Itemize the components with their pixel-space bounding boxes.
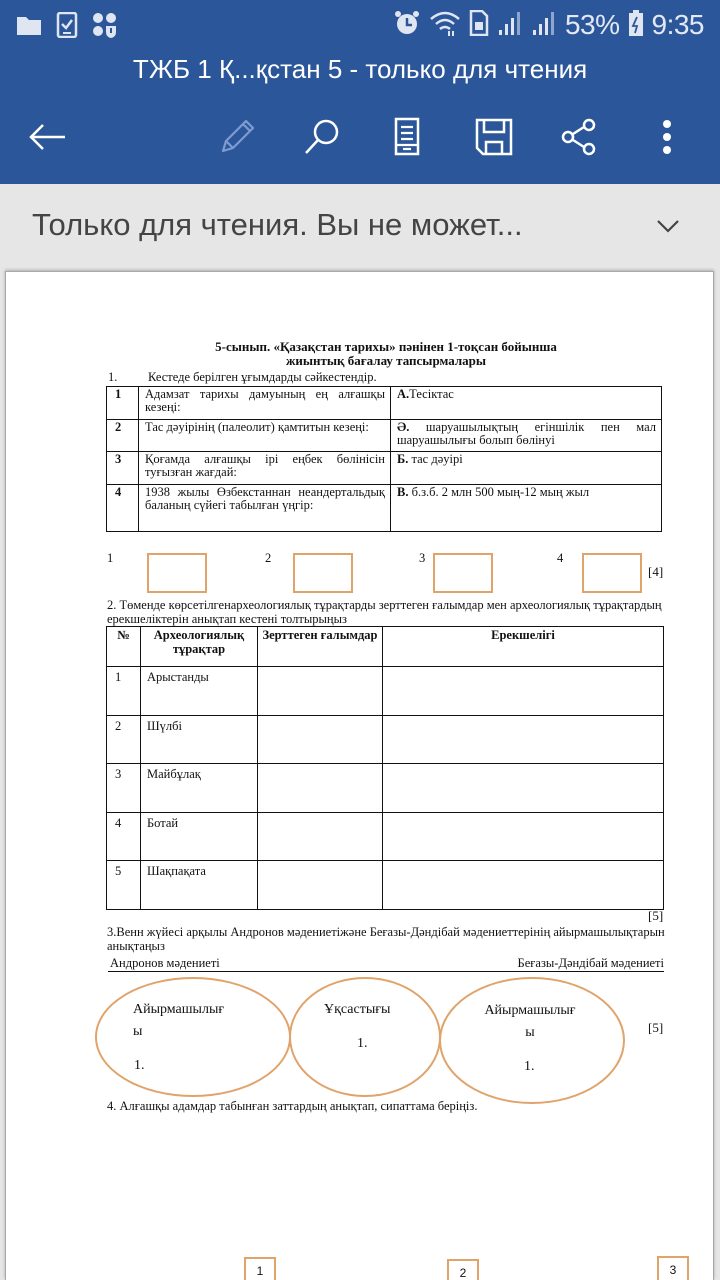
site-cell: Шақпақата	[141, 861, 258, 910]
venn-left-title-line2: ы	[133, 1024, 143, 1039]
arrow-left-icon	[27, 122, 67, 157]
option-text: тас дәуірі	[408, 452, 463, 466]
venn-middle-title: Ұқсастығы	[324, 1002, 391, 1017]
row-number: 3	[107, 452, 139, 485]
venn-left-title-line1: Айырмашылығ	[133, 1002, 225, 1017]
column-header: Археологиялық тұрақтар	[141, 627, 258, 667]
save-button[interactable]	[467, 112, 521, 166]
status-bar	[0, 0, 720, 50]
answer-label: 2	[265, 551, 272, 565]
table-row	[107, 387, 662, 420]
heading-line-1: 5-сынып. «Қазақстан тарихы» пәнінен 1-тоқсан бойынша	[215, 339, 557, 354]
battery-percentage: 53%	[564, 9, 620, 40]
document-heading	[106, 340, 666, 368]
venn-left-title	[133, 1002, 224, 1040]
chevron-down-icon	[656, 218, 680, 239]
search-button[interactable]	[295, 112, 349, 166]
pencil-icon	[217, 117, 257, 162]
wifi-icon	[429, 9, 461, 42]
venn-right-title	[475, 1003, 585, 1041]
row-number: 5	[107, 861, 141, 910]
scientists-cell[interactable]	[258, 764, 383, 813]
row-number: 3	[107, 764, 141, 813]
bottom-box-1: 1	[244, 1257, 276, 1280]
scientists-cell[interactable]	[258, 812, 383, 861]
answer-option-cell	[391, 420, 662, 452]
read-only-banner[interactable]	[0, 184, 720, 270]
option-letter: Б.	[397, 452, 409, 466]
score-mark: [5]	[648, 908, 664, 923]
table-row	[107, 420, 662, 452]
question-3-text: 3.Венн жүйесі арқылы Андронов мәдениетіжәне Беғазы-Дәндібай мәдениеттерінің айырмашылықтарын анықтаңыз	[107, 925, 665, 953]
concept-cell: 1938 жылы Өзбекстаннан неандертальдық баланың сүйегі табылған үңгір:	[139, 485, 391, 532]
venn-right-item: 1.	[524, 1059, 535, 1074]
option-text: Тесіктас	[409, 387, 454, 401]
mobile-view-button[interactable]	[380, 112, 434, 166]
answer-box-3[interactable]	[433, 553, 493, 593]
signal-icon	[497, 10, 523, 41]
apps-shield-icon	[92, 12, 118, 43]
row-number: 1	[107, 387, 139, 420]
save-icon	[474, 117, 514, 162]
concept-cell: Қоғамда алғашқы ірі еңбек бөлінісін туғызған жағдай:	[139, 452, 391, 485]
row-number: 2	[107, 715, 141, 764]
option-letter: Ә.	[397, 420, 410, 434]
more-vertical-icon	[661, 119, 673, 160]
clock: 9:35	[651, 9, 704, 40]
option-text: шаруашылықтың егіншілік пен мал шаруашылығы болып бөлінуі	[397, 420, 656, 447]
alarm-icon	[393, 9, 421, 42]
share-button[interactable]	[552, 112, 606, 166]
table-row	[107, 485, 662, 532]
question-2-text: 2. Төменде көрсетілгенархеологиялық тұрақтарды зерттеген ғалымдар мен археологиялық тұрақтардың ерекшеліктерін анықтап кестені толтырыңыз	[107, 598, 662, 626]
edit-button[interactable]	[210, 112, 264, 166]
sim-icon	[469, 10, 489, 41]
answer-option-cell	[391, 452, 662, 485]
concept-cell: Тас дәуірінің (палеолит) қамтитын кезеңі:	[139, 420, 391, 452]
scientists-cell[interactable]	[258, 861, 383, 910]
question-4-text: 4. Алғашқы адамдар табынған заттардың анықтап, сипаттама беріңіз.	[107, 1099, 478, 1113]
row-number: 4	[107, 485, 139, 532]
document-title: ТЖБ 1 Қ...қстан 5 - только для чтения	[132, 54, 588, 84]
left-culture-label: Андронов мәдениеті	[110, 956, 220, 970]
battery-charging-icon	[628, 9, 644, 42]
option-letter: А.	[397, 387, 410, 401]
venn-right-title-line2: ы	[525, 1025, 535, 1040]
scientists-cell[interactable]	[258, 715, 383, 764]
row-number: 2	[107, 420, 139, 452]
table-header-row	[107, 627, 664, 667]
more-options-button[interactable]	[640, 112, 694, 166]
feature-cell[interactable]	[383, 812, 664, 861]
bottom-box-2: 2	[447, 1259, 479, 1280]
venn-right-title-line1: Айырмашылығ	[484, 1003, 576, 1018]
toolbar	[0, 94, 720, 184]
site-cell: Ботай	[141, 812, 258, 861]
venn-left-item: 1.	[134, 1058, 145, 1073]
title-bar	[0, 50, 720, 94]
table-row	[107, 861, 664, 910]
venn-header	[108, 957, 664, 972]
site-cell: Арыстанды	[141, 667, 258, 716]
document-page[interactable]	[5, 271, 714, 1280]
bottom-box-3: 3	[657, 1256, 689, 1280]
answer-label: 3	[419, 551, 426, 565]
archaeology-table	[106, 626, 664, 910]
answer-box-2[interactable]	[293, 553, 353, 593]
column-header: №	[107, 627, 141, 667]
answer-label: 4	[557, 551, 564, 565]
feature-cell[interactable]	[383, 861, 664, 910]
feature-cell[interactable]	[383, 764, 664, 813]
question-1-text: Кестеде берілген ұғымдарды сәйкестендір.	[148, 370, 377, 384]
question-1-prompt	[108, 371, 377, 384]
back-button[interactable]	[20, 112, 74, 166]
answer-boxes-row	[6, 552, 714, 602]
question-1-number: 1.	[108, 370, 118, 384]
answer-option-cell	[391, 387, 662, 420]
feature-cell[interactable]	[383, 715, 664, 764]
table-row	[107, 452, 662, 485]
score-mark: [4]	[648, 564, 664, 579]
row-number: 1	[107, 667, 141, 716]
table-row	[107, 667, 664, 716]
mobile-view-icon	[392, 117, 422, 162]
row-number: 4	[107, 812, 141, 861]
site-cell: Шүлбі	[141, 715, 258, 764]
score-mark: [5]	[648, 1020, 664, 1035]
share-icon	[559, 117, 599, 162]
signal-icon-2	[531, 10, 557, 41]
folder-icon	[16, 14, 42, 41]
document-content	[6, 272, 714, 1280]
table-row	[107, 764, 664, 813]
banner-message: Только для чтения. Вы не может...	[32, 207, 523, 242]
answer-label: 1	[107, 551, 114, 565]
concept-cell: Адамзат тарихы дамуының ең алғашқы кезеңі:	[139, 387, 391, 420]
site-cell: Майбұлақ	[141, 764, 258, 813]
answer-box-1[interactable]	[147, 553, 207, 593]
answer-option-cell	[391, 485, 662, 532]
clipboard-check-icon	[56, 12, 78, 43]
option-letter: В.	[397, 485, 409, 499]
column-header: Зерттеген ғалымдар	[258, 627, 383, 667]
feature-cell[interactable]	[383, 667, 664, 716]
banner-expand-button[interactable]	[652, 212, 684, 244]
option-text: б.з.б. 2 млн 500 мың-12 мың жыл	[408, 485, 590, 499]
right-culture-label: Беғазы-Дәндібай мәдениеті	[517, 956, 664, 970]
table-row	[107, 715, 664, 764]
table-row	[107, 812, 664, 861]
matching-table	[106, 386, 662, 532]
answer-box-4[interactable]	[582, 553, 642, 593]
column-header: Ерекшелігі	[383, 627, 664, 667]
search-icon	[302, 117, 342, 162]
scientists-cell[interactable]	[258, 667, 383, 716]
venn-middle-item: 1.	[357, 1036, 368, 1051]
heading-line-2: жиынтық бағалау тапсырмалары	[285, 353, 487, 368]
